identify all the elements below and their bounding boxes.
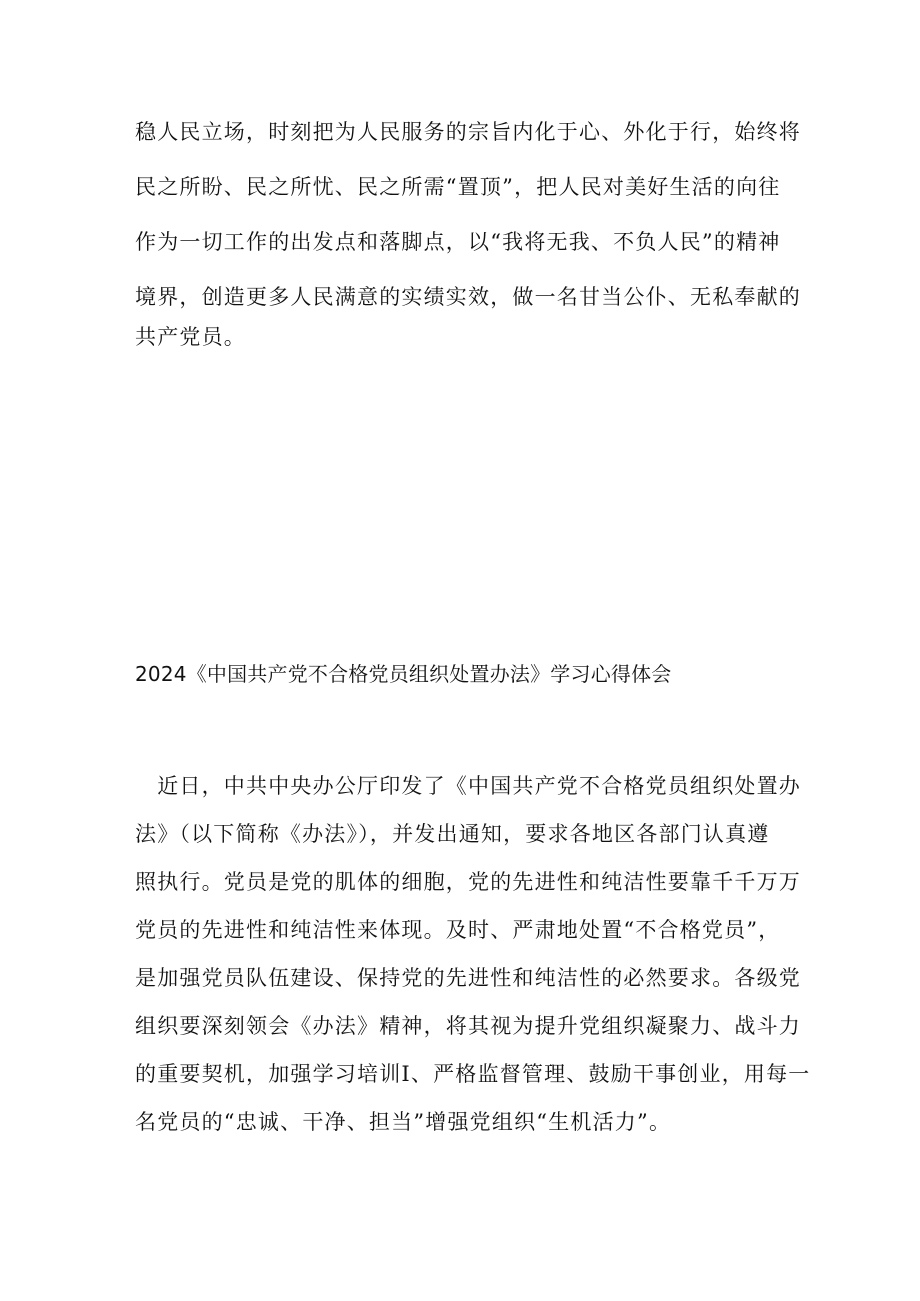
paragraph-line: 照执行。党员是党的肌体的细胞，党的先进性和纯洁性要靠千千万万 [135,870,801,894]
paragraph-line: 组织要深刻领会《办法》精神，将其视为提升党组织凝聚力、战斗力 [135,1014,801,1038]
paragraph-line: 共产党员。 [135,325,246,349]
paragraph-line: 法》（以下简称《办法》），并发出通知，要求各地区各部门认真遵 [135,822,770,846]
paragraph-line: 境界，创造更多人民满意的实绩实效，做一名甘当公仆、无私奉献的 [135,285,801,309]
paragraph-line: 党员的先进性和纯洁性来体现。及时、严肃地处置“不合格党员”， [135,918,781,942]
paragraph-line: 民之所盼、民之所忧、民之所需“置顶”，把人民对美好生活的向往 [135,175,781,199]
paragraph-line: 名党员的“忠诚、干净、担当”增强党组织“生机活力”。 [135,1110,672,1134]
paragraph-line: 近日，中共中央办公厅印发了《中国共产党不合格党员组织处置办 [135,774,801,798]
paragraph-line: 作为一切工作的出发点和落脚点，以“我将无我、不负人民”的精神 [135,230,781,254]
paragraph-line: 的重要契机，加强学习培训I、严格监督管理、鼓励干事创业，用每一 [135,1062,811,1086]
paragraph-line: 是加强党员队伍建设、保持党的先进性和纯洁性的必然要求。各级党 [135,966,801,990]
paragraph-line: 稳人民立场，时刻把为人民服务的宗旨内化于心、外化于行，始终将 [135,120,801,144]
article-title: 2024《中国共产党不合格党员组织处置办法》学习心得体会 [135,662,672,686]
